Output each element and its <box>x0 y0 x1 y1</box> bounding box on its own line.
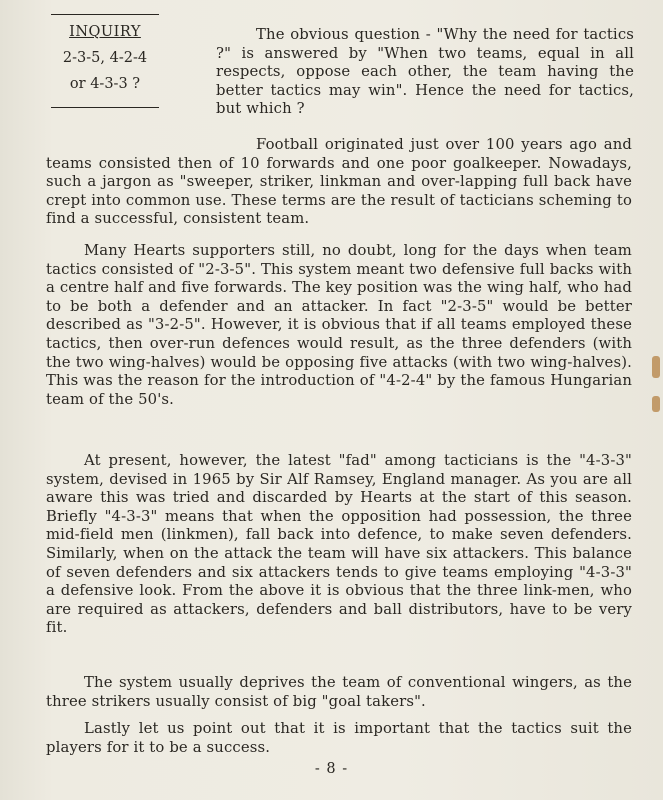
paragraph-2-3-5: Many Hearts supporters still, no doubt, long for the days when team tactics consisted of "2-3-5". This system meant two defensive full backs with a centre half and five forwards. The key position was the wing half, who had to be both a defender and an attacker. In fact "2-3-5" would be better described as "3-2-5". However, it is obvious that if all teams employed these tactics, then over-run defences would result, as the three defenders (with the two wing-halves) would be opposing five attacks (with two wing-halves). This was the reason for the introduction of "4-2-4" by the famous Hungarian team of the 50's. <box>46 242 632 408</box>
bottom-rule <box>51 107 159 108</box>
paragraph-4-3-3: At present, however, the latest "fad" among tacticians is the "4-3-3" system, devised in 1965 by Sir Alf Ramsey, England manager. As you are all aware this was tried and discarded by Hearts at the start of this season. Briefly "4-3-3" means that when the opposition had possession, the three mid-field men (linkmen), fall back into defence, to make seven defenders. Similarly, when on the attack the team will have six attackers. This balance of seven defenders and six attackers tends to give teams employing "4-3-3" a defensive look. From the above it is obvious that the three link-men, who are required as attackers, defenders and ball distributors, have to be very fit. <box>46 452 632 637</box>
paragraph-origins: Football originated just over 100 years ago and teams consisted then of 10 forwards and one poor goalkeeper. Nowadays, such a jargon as "sweeper, striker, linkman and over-lapping full back have crept into common use. These terms are the result of tacticians scheming to find a successful, consistent team. <box>46 136 632 228</box>
page-number: - 8 - <box>314 761 349 777</box>
sidebar-title: INQUIRY <box>69 24 141 40</box>
paragraph-conclusion: Lastly let us point out that it is important that the tactics suit the players for it to be a success. <box>46 720 632 756</box>
paragraph-wingers: The system usually deprives the team of conventional wingers, as the three strikers usually consist of big "goal takers". <box>46 674 632 710</box>
sidebar-formations-line-2: or 4-3-3 ? <box>69 76 141 92</box>
top-rule <box>51 14 159 15</box>
binding-hole-mark <box>652 356 660 378</box>
inquiry-sidebar <box>46 14 164 108</box>
paragraph-intro: The obvious question - "Why the need for tactics ?" is answered by "When two teams, equal in all respects, oppose each other, the team having the better tactics may win". Hence the need for tactics, but which ? <box>216 26 634 118</box>
sidebar-formations-line-1: 2-3-5, 4-2-4 <box>62 50 148 66</box>
binding-hole-mark <box>652 396 660 412</box>
